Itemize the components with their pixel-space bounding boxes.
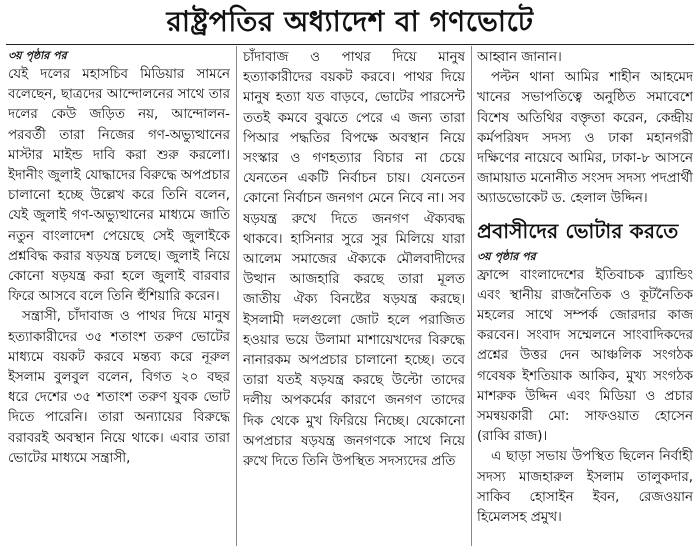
- paragraph: চাঁদাবাজ ও পাথর দিয়ে মানুষ হত্যাকারীদের বয়কট করবে। পাথর দিয়ে মানুষ হত্যা যত বাড়বে, ভোটের পারসেন্ট ততই কমবে বুঝতে পেরে এ জন্য তারা পিআর পদ্ধতির বিপক্ষে অবস্থান নিয়ে সংস্কার ও গণহত্যার বিচার না চেয়ে যেনতেন একটি নির্বাচন চায়। যেনতেন কোনো নির্বাচন জনগণ মেনে নিবে না। সব ষড়যন্ত্র রুখে দিতে জনগণ ঐক্যবদ্ধ থাকবে। হাসিনার সুরে সুর মিলিয়ে যারা আলেম সমাজের ঐক্যকে মৌলবাদীদের উত্থান আজহারি করছে তারা মূলত জাতীয় ঐক্য বিনষ্টের ষড়যন্ত্র করছে। ইসলামী দলগুলো জোট হলে পরাজিত হওয়ার ভয়ে উলামা মাশায়েখদের বিরুদ্ধে নানারকম অপপ্রচার চালানো হচ্ছে। তবে তারা যতই ষড়যন্ত্র করছে উল্টো তাদের দলীয় অপকর্মের কারণে জনগণ তাদের দিক থেকে মুখ ফিরিয়ে নিচ্ছে। যেকোনো অপপ্রচার ষড়যন্ত্র জনগণকে সাথে নিয়ে রুখে দিতে তিনি উপস্থিত সদস্যদের প্রতি: [243, 50, 465, 470]
- paragraph: এ ছাড়া সভায় উপস্থিত ছিলেন নির্বাহী সদস্য মাজহারুল ইসলাম তালুকদার, সাকিব হোসাইন ইবন, রেজওয়ান হিমেলসহ প্রমুখ।: [477, 449, 693, 526]
- paragraph: যেই দলের মহাসচিব মিডিয়ার সামনে বলেছেন, ছাত্রদের আন্দোলনের সাথে তার দলের কেউ জড়িত নয়, আন্দোলন-পরবর্তী তারা নিজের গণ-অভ্যুত্থানের মাস্টার মাইন্ড দাবি করা শুরু করলো। ইদানীং জুলাই যোদ্ধাদের বিরুদ্ধে অপপ্রচার চালানো হচ্ছে উল্লেখ করে তিনি বলেন, যেই জুলাই গণ-অভ্যুত্থানের মাধ্যমে জাতি নতুন বাংলাদেশ পেয়েছে সেই জুলাইকে প্রশ্নবিদ্ধ করার ষড়যন্ত্র চলছে। জুলাই নিয়ে কোনো ষড়যন্ত্র করা হলে জুলাই বারবার ফিরে আসবে বলে তিনি হুঁশিয়ারি করেন।: [8, 67, 230, 305]
- column-2: [243, 48, 465, 544]
- paragraph: পল্টন থানা আমির শাহীন আহমেদ খানের সভাপতিত্বে অনুষ্ঠিত সমাবেশে বিশেষ অতিথির বক্তৃতা করেন, কেন্দ্রীয় কর্মপরিষদ সদস্য ও ঢাকা মহানগরী দক্ষিণের নায়েবে আমির, ঢাকা-৮ আসনে জামায়াত মনোনীত সংসদ সদস্য পদপ্রার্থী অ্যাডভোকেট ড. হেলাল উদ্দিন।: [477, 70, 693, 207]
- column-divider: [236, 46, 237, 546]
- continued-from-label: ৩য় পৃষ্ঠার পর: [8, 49, 67, 62]
- headline-rule: [6, 44, 694, 45]
- column-divider: [471, 46, 472, 546]
- column-1: [8, 48, 230, 544]
- paragraph: ফ্রান্সে বাংলাদেশের ইতিবাচক ব্র্যান্ডিং এবং স্থানীয় রাজনৈতিক ও কূটনৈতিক মহলের সাথে সম্পর্ক জোরদার কাজ করবেন। সংবাদ সম্মেলনে সাংবাদিকদের প্রশ্নের উত্তর দেন আঞ্চলিক সংগঠক গবেষক ইশতিয়াক আকিব, মুখ্য সংগঠক মাশরুক উদ্দিন এবং মিডিয়া ও প্রচার সমন্বয়কারী মো: সাফওয়াত হোসেন (রাব্বি রাজ)।: [477, 267, 693, 445]
- sub-article-headline: প্রবাসীদের ভোটার করতে: [477, 218, 679, 243]
- article-headline: রাষ্ট্রপতির অধ্যাদেশ বা গণভোটে: [166, 5, 534, 38]
- paragraph: সন্ত্রাসী, চাঁদাবাজ ও পাথর দিয়ে মানুষ হত্যাকারীদের ৩৫ শতাংশ তরুণ ভোটের মাধ্যমে বয়কট করবে মন্তব্য করে নূরুল ইসলাম বুলবুল বলেন, বিগত ২০ বছর ধরে দেশের ৩৫ শতাংশ তরুণ যুবক ভোট দিতে পারেনি। তারা অন্যায়ের বিরুদ্ধে বরাবরই অবস্থান নিয়ে থাকে। এবার তারা ভোটের মাধ্যমে সন্ত্রাসী,: [8, 309, 230, 466]
- column-3: [477, 48, 693, 544]
- paragraph: আহ্বান জানান।: [477, 50, 562, 65]
- continued-from-label: ৩য় পৃষ্ঠার পর: [477, 249, 536, 263]
